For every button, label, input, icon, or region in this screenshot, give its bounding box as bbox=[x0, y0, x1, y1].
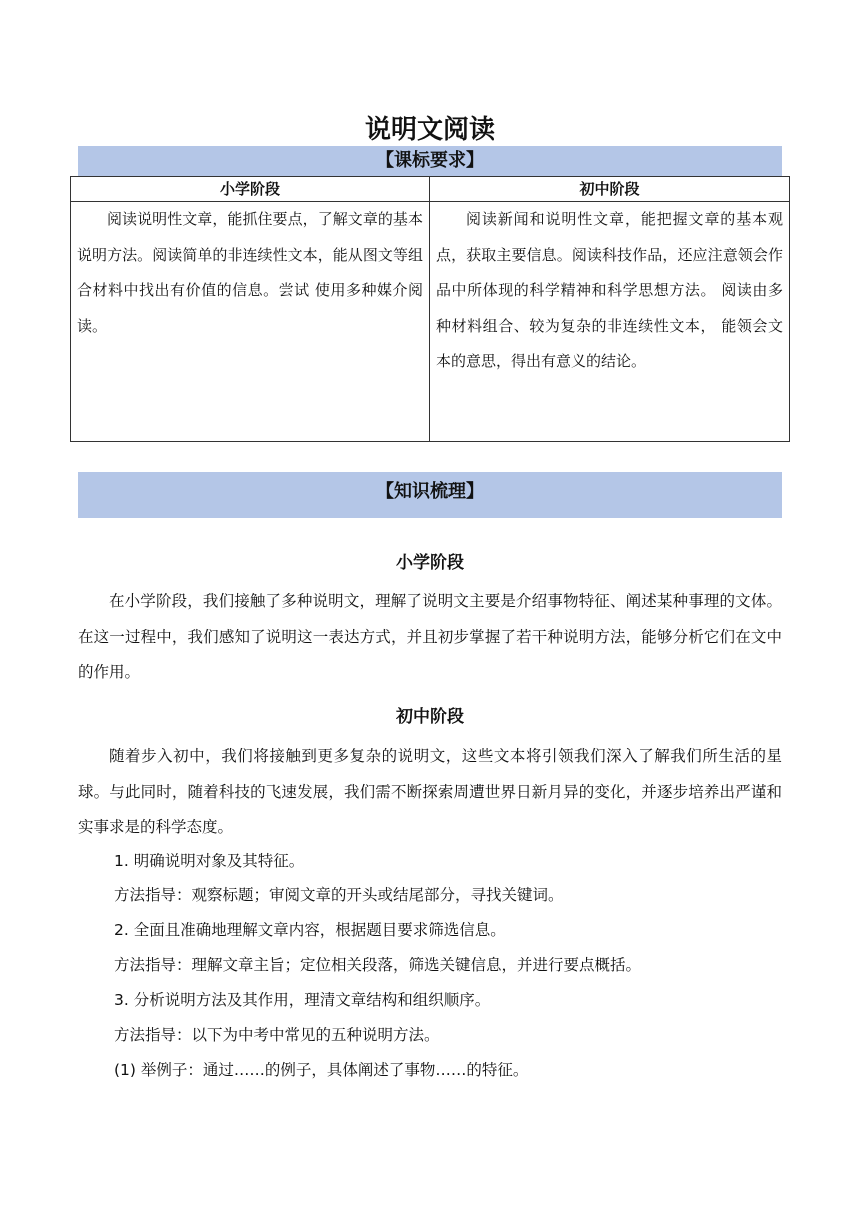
section-band-curriculum: 【课标要求】 bbox=[78, 146, 782, 176]
table-header-row bbox=[71, 177, 790, 202]
table-row bbox=[71, 202, 790, 442]
table-cell-junior: 阅读新闻和说明性文章，能把握文章的基本观点，获取主要信息。阅读科技作品，还应注意领会作品中所体现的科学精神和科学思想方法。 阅读由多种材料组合、较为复杂的非连续性文本， 能领会文本的意思，得出有意义的结论。 bbox=[430, 202, 790, 442]
list-item: 2. 全面且准确地理解文章内容，根据题目要求筛选信息。 bbox=[114, 921, 506, 939]
primary-stage-heading: 小学阶段 bbox=[396, 553, 464, 573]
list-item: 3. 分析说明方法及其作用，理清文章结构和组织顺序。 bbox=[114, 991, 491, 1009]
list-item: 方法指导：以下为中考中常见的五种说明方法。 bbox=[114, 1026, 440, 1044]
primary-stage-paragraph: 在小学阶段，我们接触了多种说明文，理解了说明文主要是介绍事物特征、阐述某种事理的文体。在这一过程中，我们感知了说明这一表达方式，并且初步掌握了若干种说明方法，能够分析它们在文中的作用。 bbox=[78, 592, 782, 681]
junior-stage-heading: 初中阶段 bbox=[396, 707, 464, 727]
list-item: (1) 举例子：通过……的例子，具体阐述了事物……的特征。 bbox=[114, 1061, 529, 1079]
table-header-junior: 初中阶段 bbox=[430, 177, 790, 202]
table-cell-primary: 阅读说明性文章，能抓住要点，了解文章的基本说明方法。阅读简单的非连续性文本，能从图文等组合材料中找出有价值的信息。尝试 使用多种媒介阅读。 bbox=[71, 202, 430, 442]
junior-stage-paragraph: 随着步入初中，我们将接触到更多复杂的说明文，这些文本将引领我们深入了解我们所生活的星球。与此同时，随着科技的飞速发展，我们需不断探索周遭世界日新月异的变化，并逐步培养出严谨和实事求是的科学态度。 bbox=[78, 747, 782, 836]
list-item: 方法指导：观察标题；审阅文章的开头或结尾部分，寻找关键词。 bbox=[114, 886, 564, 904]
curriculum-table bbox=[70, 176, 790, 442]
table-header-primary: 小学阶段 bbox=[71, 177, 430, 202]
section-band-knowledge: 【知识梳理】 bbox=[78, 472, 782, 518]
page-title: 说明文阅读 bbox=[364, 115, 495, 145]
list-item: 1. 明确说明对象及其特征。 bbox=[114, 852, 305, 870]
list-item: 方法指导：理解文章主旨；定位相关段落，筛选关键信息，并进行要点概括。 bbox=[114, 956, 642, 974]
